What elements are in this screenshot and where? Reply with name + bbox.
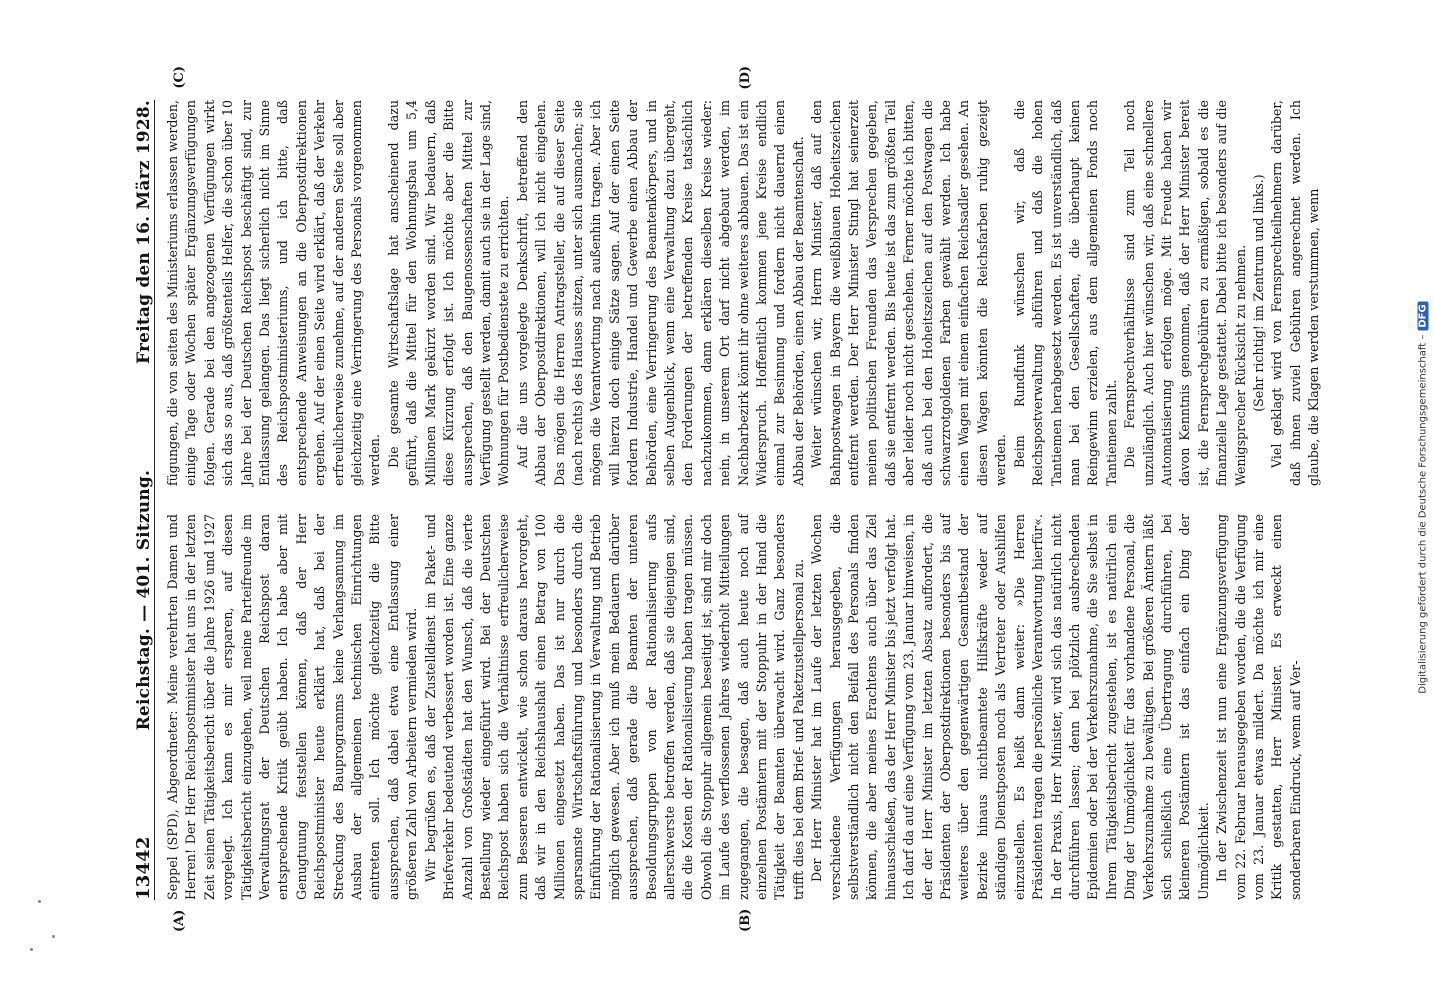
paragraph: Weiter wünschen wir, Herrn Minister, daß auf den Bahnpostwagen in Bayern die weißblauen Hoheitszeichen entfernt werden. Der Herr Minister Stingl hat seinerzeit meinen politischen Freunden das Versprechen gegeben, daß sie entfernt werden. Bis heute ist das zum größten Teil aber leider noch nicht geschehen. Ferner möchte ich bitten, daß auch bei den Hoheitszeichen auf den Postwagen die schwarzrotgoldenen Farben gewählt werden. Ich habe einen Wagen mit einem einfachen Reichsadler gesehen. An diesen Wagen könnten die Reichsfarben ruhig gezeigt werden.	[809, 100, 1009, 486]
page-number: 13442	[133, 836, 154, 900]
margin-marker-c: (C)	[172, 66, 187, 89]
paragraph: In der Zwischenzeit ist nun eine Ergänzungsverfügung vom 22. Februar herausgegeben worden, die die Verfügung vom 23. Januar etwas mildert. Da möchte ich mir eine Kritik gestatten, Herr Minister. Es erweckt einen sonderbaren Eindruck, wenn auf Ver-	[1214, 514, 1303, 900]
scan-speck	[30, 948, 33, 951]
margin-marker-b: (B)	[738, 908, 753, 932]
text-columns	[164, 100, 1322, 900]
dfg-logo: DFG	[1418, 301, 1429, 330]
scan-speck	[52, 935, 55, 938]
paragraph: Der Herr Minister hat im Laufe der letzten Wochen verschiedene Verfügungen herausgegeben, die selbstverständlich nicht den Beifall des Personals finden können, die aber meines Erachtens auch über das Ziel hinausschießen, das der Herr Minister bis jetzt verfolgt hat. Ich darf da auf eine Verfügung vom 23. Januar hinweisen, in der der Herr Minister im letzten Absatz auffordert, die Präsidenten der Oberpostdirektionen besonders bis auf weiteres über den gegenwärtigen Gesamtbestand der Bezirke hinaus nichtbeamtete Hilfskräfte weder auf ständigen Dienstposten noch als Vertreter oder Aushilfen einzustellen. Es heißt dann weiter: »Die Herren Präsidenten tragen die persönliche Verantwortung hierfür«. In der Praxis, Herr Minister, wird sich das natürlich nicht durchführen lassen; denn bei plötzlich ausbrechenden Epidemien oder bei der Verkehrszunahme, die Sie selbst in Ihrem Tätigkeitsbericht zugestehen, ist es natürlich ein Ding der Unmöglichkeit für das vorhandene Personal, die Verkehrszunahme zu bewältigen. Bei größeren Ämtern läßt sich schließlich eine Übertragung durchführen, bei kleineren Postämtern ist das einfach ein Ding der Unmöglichkeit.	[809, 514, 1211, 900]
rotated-page-content	[98, 60, 1338, 940]
paragraph: fügungen, die von seiten des Ministeriums erlassen werden, einige Tage oder Wochen später Ergänzungsverfügungen folgen. Gerade bei den angezogenen Verfügungen wirkt sich das so aus, daß größtenteils Helfer, die schon über 10 Jahre bei der Deutschen Reichspost beschäftigt sind, zur Entlassung gelangen. Das liegt sicherlich nicht im Sinne des Reichspostministeriums, und ich bitte, daß entsprechende Anweisungen an die Oberpostdirektionen ergehen. Auf der einen Seite wird erklärt, daß der Verkehr erfreulicherweise zunehme, auf der anderen Seite soll aber gleichzeitig eine Verringerung des Personals vorgenommen werden.	[165, 100, 383, 486]
digitization-credit	[1416, 6, 1430, 994]
credit-text: Digitalisierung gefördert durch die Deutsche Forschungsgemeinschaft –	[1417, 334, 1429, 694]
session-title: Reichstag. — 401. Sitzung.	[134, 469, 154, 731]
right-column	[164, 100, 1322, 486]
interjection: (Sehr richtig! im Zentrum und links.)	[1250, 174, 1266, 412]
page-header	[120, 100, 155, 900]
paragraph: Die gesamte Wirtschaftslage hat anscheinend dazu geführt, daß die Mittel für den Wohnungsbau um 5,4 Millionen Mark gekürzt worden sind. Wir bedauern, daß diese Kürzung erfolgt ist. Ich möchte aber die Bitte aussprechen, daß den Baugenossenschaften Mittel zur Verfügung gestellt werden, damit auch sie in der Lage sind, Wohnungen für Postbedienstete zu errichten.	[385, 100, 512, 486]
left-column	[164, 514, 1318, 900]
paragraph: Beim Rundfunk wünschen wir, daß die Reichspostverwaltung abführen und daß die hohen Tantiemen herabgesetzt werden. Es ist unverständlich, daß man bei den Gesellschaften, die überhaupt keinen Reingewinn erzielen, aus dem allgemeinen Fonds noch Tantiemen zahlt.	[1011, 100, 1119, 486]
paragraph: Auf die uns vorgelegte Denkschrift, betreffend den Abbau der Oberpostdirektionen, will ich nicht eingehen. Das mögen die Herren Antragsteller, die auf dieser Seite (nach rechts) des Hauses sitzen, unter sich ausmachen; sie mögen die Verantwortung nach außenhin tragen. Aber ich will hierzu doch einige Sätze sagen. Auf der einen Seite fordern Industrie, Handel und Gewerbe einen Abbau der Behörden, eine Verringerung des Beamtenkörpers, und in selben Augenblick, wenn eine Verwaltung dazu übergeht, den Forderungen der betreffenden Kreise tatsächlich nachzukommen, dann erklären dieselben Kreise wieder: nein, in unserem Ort darf nicht abgebaut werden, im Nachbarbezirk könnt ihr ohne weiteres abbauen. Das ist ein Widerspruch. Hoffentlich kommen jene Kreise endlich einmal zur Besinnung und fordern nicht dauernd einen Abbau der Behörden, einen Abbau der Beamtenschaft.	[514, 100, 806, 486]
margin-marker-a: (A)	[172, 909, 187, 932]
scan-speck	[38, 900, 41, 903]
paragraph: Viel geklagt wird von Fernsprechteilnehmern darüber, daß ihnen zuviel Gebühren angerechnet werden. Ich glaube, die Klagen werden verstummen, wenn	[1269, 100, 1322, 486]
paragraph: Seppel (SPD), Abgeordneter: Meine verehrten Damen und Herren! Der Herr Reichspostminister hat uns in der letzten Zeit seinen Tätigkeitsbericht über die Jahre 1926 und 1927 vorgelegt. Ich kann es mir ersparen, auf diesen Tätigkeitsbericht einzugehen, weil meine Parteifreunde im Verwaltungsrat der Deutschen Reichspost daran entsprechende Kritik geübt haben. Ich habe aber mit Genugtuung feststellen können, daß der Herr Reichspostminister heute erklärt hat, daß bei der Streckung des Bauprogramms keine Verlangsamung im Ausbau der allgemeinen technischen Einrichtungen eintreten soll. Ich möchte gleichzeitig die Bitte aussprechen, daß dabei etwa eine Entlassung einer größeren Zahl von Arbeitern vermieden wird.	[165, 514, 420, 900]
session-date: Freitag den 16. März 1928.	[134, 100, 154, 364]
paragraph: Wir begrüßen es, daß der Zustelldienst im Paket- und Briefverkehr bedeutend verbessert worden ist. Eine ganze Anzahl von Großstädten hat den Wunsch, daß die vierte Bestellung wieder eingeführt wird. Bei der Deutschen Reichspost haben sich die Verhältnisse erfreulicherweise zum Besseren entwickelt, wie schon daraus hervorgeht, daß wir in den Reichshaushalt einen Betrag von 100 Millionen eingesetzt haben. Das ist nur durch die sparsamste Wirtschaftsführung und besonders durch die Einführung der Rationalisierung in Verwaltung und Betrieb möglich gewesen. Aber ich muß mein Bedauern darüber aussprechen, daß gerade die Beamten der unteren Besoldungsgruppen von der Rationalisierung aufs allerschwerste betroffen werden, daß sie diejenigen sind, die die Kosten der Rationalisierung haben tragen müssen. Obwohl die Stoppuhr allgemein beseitigt ist, sind mir doch im Laufe des verflossenen Jahres wiederholt Mitteilungen zugegangen, die besagen, daß auch heute noch auf einzelnen Postämtern mit der Stoppuhr in der Hand die Tätigkeit der Beamten überwacht wird. Ganz besonders trifft dies bei dem Brief- und Paketzustellpersonal zu.	[422, 514, 806, 900]
margin-marker-d: (D)	[738, 66, 753, 90]
paragraph: Die Fernsprechverhältnisse sind zum Teil noch unzulänglich. Auch hier wünschen wir, daß eine schnellere Automatisierung erfolgen möge. Mit Freude haben wir davon Kenntnis genommen, daß der Herr Minister bereit ist, die Fernsprechgebühren zu ermäßigen, sobald es die finanzielle Lage gestattet. Dabei bitte ich besonders auf die Wenigsprecher Rücksicht zu nehmen.	[1122, 100, 1248, 486]
